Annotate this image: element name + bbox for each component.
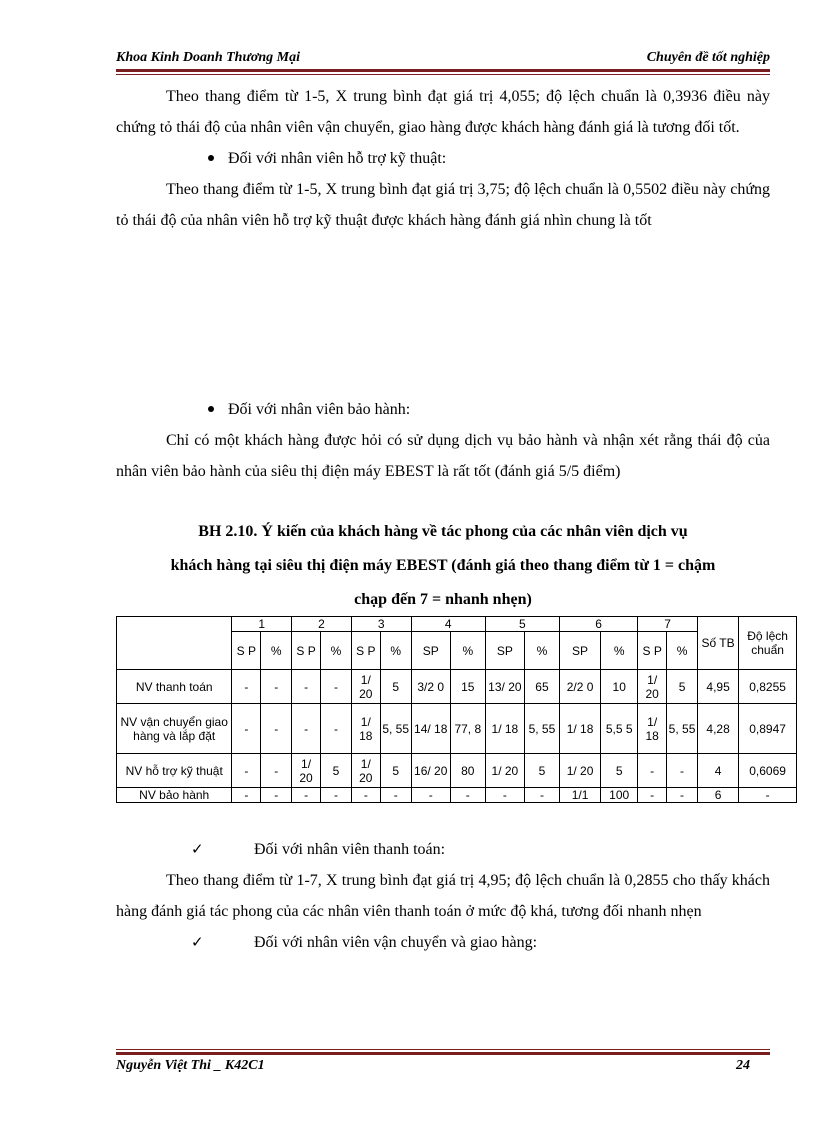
table-cell: 5 [667, 670, 698, 704]
sub-header: % [667, 632, 698, 670]
sub-header: % [524, 632, 559, 670]
check-item-payment-staff: ✓ Đối với nhân viên thanh toán: [116, 834, 770, 865]
table-cell: 100 [601, 788, 638, 803]
section-warranty [116, 394, 770, 487]
table-cell: 6 [697, 788, 738, 803]
table-cell: 1/ 20 [351, 670, 380, 704]
bullet-warranty: Đối với nhân viên bảo hành: [116, 394, 770, 425]
sub-header: % [261, 632, 292, 670]
table-cell: 77, 8 [450, 704, 485, 754]
row-label: NV vận chuyển giao hàng và lắp đặt [117, 704, 232, 754]
table-row [117, 670, 797, 704]
page-footer [116, 1058, 770, 1076]
table-cell: 2/2 0 [559, 670, 600, 704]
sub-header: S P [638, 632, 667, 670]
table-cell: - [292, 788, 321, 803]
section-lower [116, 834, 770, 958]
header-faculty: Khoa Kinh Doanh Thương Mại [116, 50, 300, 65]
score-header: 1 [232, 617, 292, 632]
table-cell: - [232, 670, 261, 704]
table-cell: 14/ 18 [411, 704, 450, 754]
table-cell: 4,95 [697, 670, 738, 704]
check-item-delivery-staff: ✓ Đối với nhân viên vận chuyển và giao hàng: [116, 927, 770, 958]
table-cell: 5 [524, 754, 559, 788]
header-doc-type: Chuyên đề tốt nghiệp [646, 50, 770, 65]
table-cell: 0,6069 [739, 754, 797, 788]
table-cell: - [261, 754, 292, 788]
table-cell: 1/ 20 [638, 670, 667, 704]
table-cell: 5, 55 [667, 704, 698, 754]
table-cell: - [667, 754, 698, 788]
table-cell: 5 [380, 754, 411, 788]
table-cell: 5 [320, 754, 351, 788]
table-cell: - [292, 670, 321, 704]
table-cell: 3/2 0 [411, 670, 450, 704]
table-cell: - [320, 670, 351, 704]
table-cell: - [380, 788, 411, 803]
table-cell: - [232, 754, 261, 788]
sub-header: % [450, 632, 485, 670]
header-rule [116, 69, 770, 75]
row-label: NV bảo hành [117, 788, 232, 803]
table-cell: 10 [601, 670, 638, 704]
table-cell: - [320, 788, 351, 803]
sub-header: SP [411, 632, 450, 670]
rating-table [116, 616, 797, 803]
table-cell: 15 [450, 670, 485, 704]
table-cell: - [351, 788, 380, 803]
row-label: NV hỗ trợ kỹ thuật [117, 754, 232, 788]
table-cell: - [261, 704, 292, 754]
table-cell: - [450, 788, 485, 803]
score-header: 5 [485, 617, 559, 632]
paragraph-delivery-staff: Theo thang điểm từ 1-5, X trung bình đạt giá trị 4,055; độ lệch chuẩn là 0,3936 điều này chứng tỏ thái độ của nhân viên vận chuyển, giao hàng được khách hàng đánh giá là tương đối tốt. [116, 88, 770, 136]
table-cell: - [524, 788, 559, 803]
table-title-line-3: chạp đến 7 = nhanh nhẹn) [354, 591, 532, 608]
table-cell: - [739, 788, 797, 803]
sub-header: SP [559, 632, 600, 670]
sub-header: % [320, 632, 351, 670]
table-cell: - [667, 788, 698, 803]
score-header: 7 [638, 617, 698, 632]
bullet-tech-support: Đối với nhân viên hỗ trợ kỹ thuật: [116, 143, 770, 174]
table-cell: 0,8255 [739, 670, 797, 704]
table-cell: 65 [524, 670, 559, 704]
std-dev-header: Độ lệch chuẩn [739, 617, 797, 670]
table-cell: - [292, 704, 321, 754]
score-header: 2 [292, 617, 352, 632]
table-cell: 13/ 20 [485, 670, 524, 704]
table-cell: 5 [380, 670, 411, 704]
sub-header: S P [292, 632, 321, 670]
table-cell: 1/ 18 [485, 704, 524, 754]
table-cell: 4,28 [697, 704, 738, 754]
score-header: 3 [351, 617, 411, 632]
table-cell: 4 [697, 754, 738, 788]
table-cell: 5 [601, 754, 638, 788]
sub-header: S P [351, 632, 380, 670]
table-cell: 1/ 20 [559, 754, 600, 788]
page-header [116, 50, 770, 68]
score-header: 4 [411, 617, 485, 632]
table-cell: 80 [450, 754, 485, 788]
table-cell: 5, 55 [380, 704, 411, 754]
score-header: 6 [559, 617, 637, 632]
page-number: 24 [736, 1058, 750, 1073]
table-cell: - [261, 788, 292, 803]
table-cell: 1/ 20 [351, 754, 380, 788]
table-cell: 1/ 20 [292, 754, 321, 788]
checkmark-icon: ✓ [191, 933, 204, 951]
table-cell: 5, 55 [524, 704, 559, 754]
sub-header: SP [485, 632, 524, 670]
table-cell: - [638, 788, 667, 803]
row-label: NV thanh toán [117, 670, 232, 704]
table-title-line-1: BH 2.10. Ý kiến của khách hàng về tác phong của các nhân viên dịch vụ [198, 523, 688, 540]
table-cell: 1/ 18 [351, 704, 380, 754]
mean-header: Số TB [697, 617, 738, 670]
paragraph-tech-support: Theo thang điểm từ 1-5, X trung bình đạt giá trị 3,75; độ lệch chuẩn là 0,5502 điều này chứng tỏ thái độ của nhân viên hỗ trợ kỹ thuật được khách hàng đánh giá nhìn chung là tốt [116, 181, 770, 229]
footer-rule [116, 1049, 770, 1055]
table-cell: - [261, 670, 292, 704]
footer-author: Nguyễn Việt Thi _ K42C1 [116, 1058, 265, 1073]
table-row [117, 788, 797, 803]
table-cell: - [232, 788, 261, 803]
table-cell: 5,5 5 [601, 704, 638, 754]
table-header-row [117, 617, 797, 632]
table-title-line-2: khách hàng tại siêu thị điện máy EBEST (đánh giá theo thang điểm từ 1 = chậm [170, 557, 716, 574]
table-row [117, 754, 797, 788]
table-corner [117, 617, 232, 670]
table-cell: 1/ 18 [559, 704, 600, 754]
table-cell: 1/1 [559, 788, 600, 803]
sub-header: S P [232, 632, 261, 670]
checkmark-icon: ✓ [191, 840, 204, 858]
table-title [116, 515, 770, 617]
paragraph-warranty: Chỉ có một khách hàng được hỏi có sử dụng dịch vụ bảo hành và nhận xét rằng thái độ của nhân viên bảo hành của siêu thị điện máy EBEST là rất tốt (đánh giá 5/5 điểm) [116, 432, 770, 480]
table-cell: 1/ 20 [485, 754, 524, 788]
table-cell: 1/ 18 [638, 704, 667, 754]
table-cell: - [320, 704, 351, 754]
table-row [117, 704, 797, 754]
section-upper [116, 81, 770, 236]
table-cell: 0,8947 [739, 704, 797, 754]
table-cell: - [232, 704, 261, 754]
bullet-dot-icon [208, 406, 214, 412]
table-cell: - [638, 754, 667, 788]
bullet-dot-icon [208, 155, 214, 161]
table-cell: - [485, 788, 524, 803]
sub-header: % [380, 632, 411, 670]
table-cell: 16/ 20 [411, 754, 450, 788]
sub-header: % [601, 632, 638, 670]
paragraph-payment-staff: Theo thang điểm từ 1-7, X trung bình đạt giá trị 4,95; độ lệch chuẩn là 0,2855 cho thấy khách hàng đánh giá tác phong của các nhân viên thanh toán ở mức độ khá, tương đối nhanh nhẹn [116, 872, 770, 920]
table-cell: - [411, 788, 450, 803]
